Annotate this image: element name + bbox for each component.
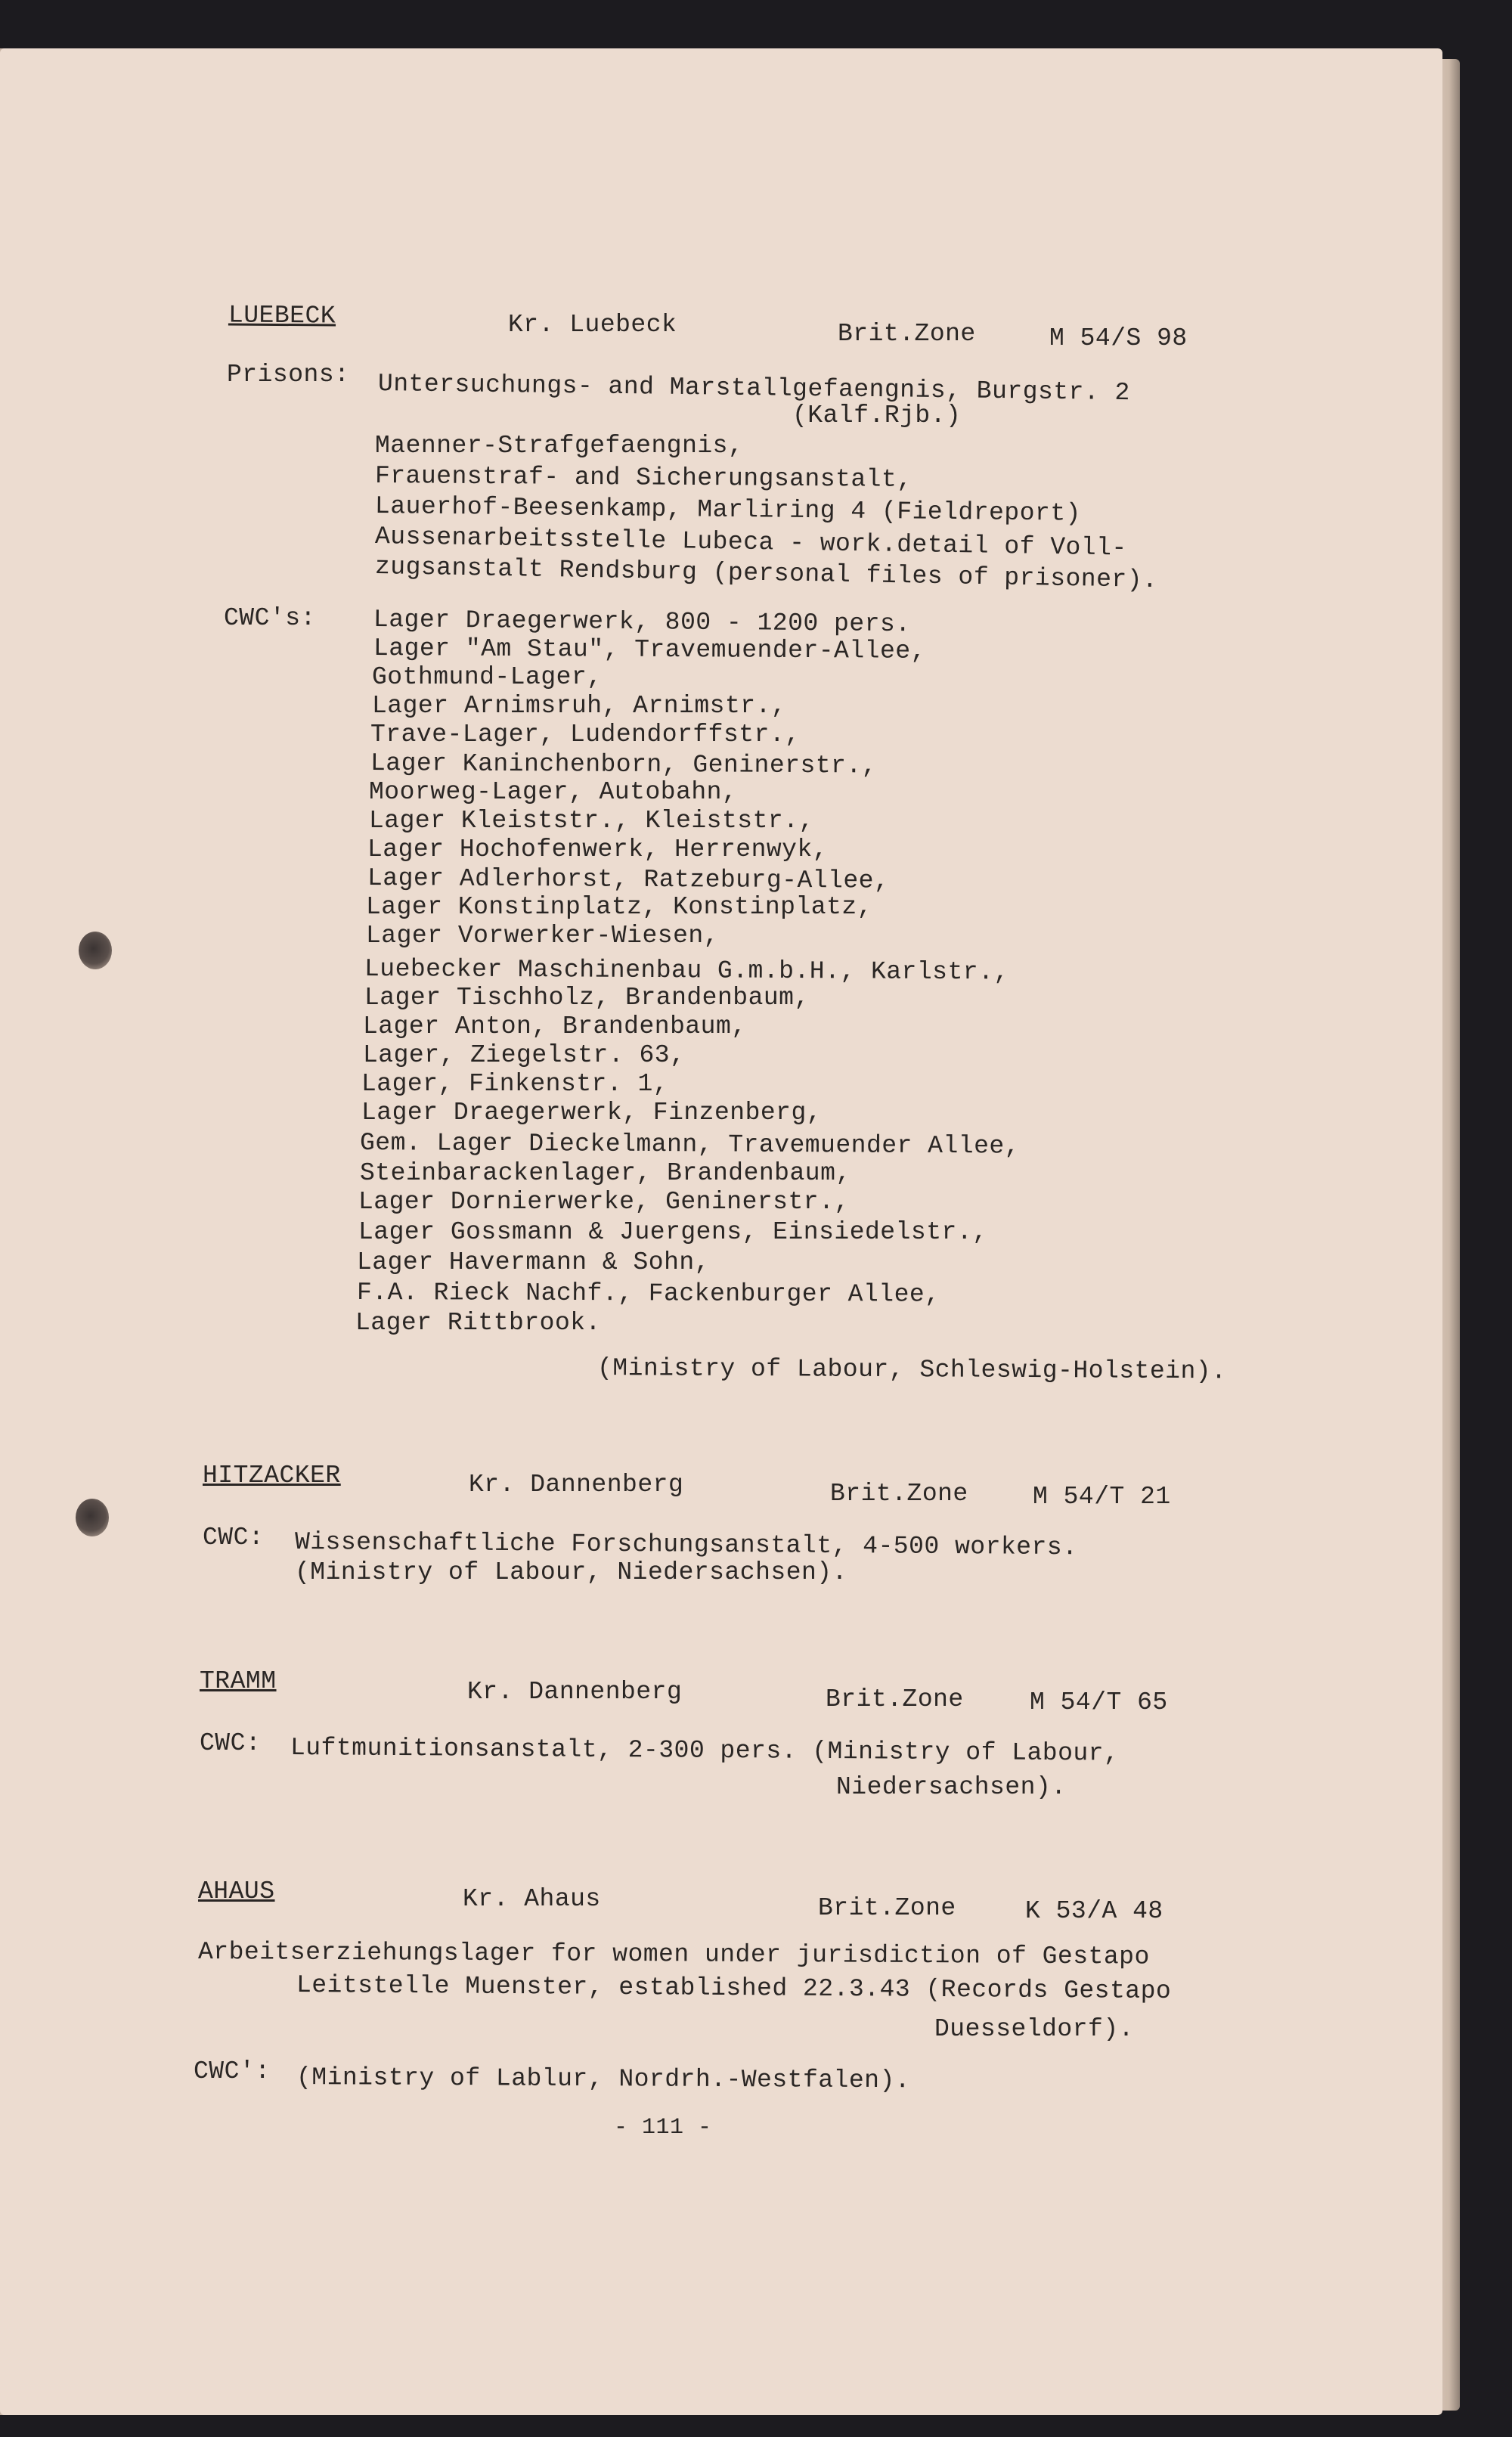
prison-line: Aussenarbeitsstelle Lubeca - work.detail of Voll- [374, 522, 1128, 563]
prison-line: Maenner-Strafgefaengnis, [375, 432, 744, 460]
district-tramm: Kr. Dannenberg [467, 1678, 683, 1706]
district-ahaus: Kr. Ahaus [463, 1885, 601, 1913]
camp-line: Lager Kleiststr., Kleiststr., [369, 807, 814, 835]
place-heading-tramm: TRAMM [200, 1667, 277, 1695]
camp-line: Lager Dornierwerke, Geninerstr., [358, 1188, 850, 1216]
district-luebeck: Kr. Luebeck [508, 311, 677, 339]
zone-ahaus: Brit.Zone [818, 1894, 956, 1922]
page-number: - 111 - [614, 2115, 712, 2141]
camp-line: Lager Arnimsruh, Arnimstr., [372, 692, 787, 720]
camp-line: Arbeitserziehungslager for women under jurisdiction of Gestapo [197, 1938, 1150, 1971]
camp-line: Lager Rittbrook. [355, 1309, 601, 1337]
camp-line: Gem. Lager Dieckelmann, Travemuender Allee, [359, 1129, 1021, 1161]
source-tramm: Niedersachsen). [836, 1773, 1067, 1801]
cwc-label-hitzacker: CWC: [203, 1524, 265, 1552]
grid-hitzacker: M 54/T 21 [1033, 1483, 1171, 1511]
camp-line: Moorweg-Lager, Autobahn, [369, 778, 738, 806]
camp-line: Gothmund-Lager, [372, 663, 603, 691]
camp-line: Steinbarackenlager, Brandenbaum, [360, 1159, 851, 1187]
camp-line: Lager Tischholz, Brandenbaum, [364, 984, 810, 1012]
grid-tramm: M 54/T 65 [1030, 1688, 1168, 1716]
camp-line: Lager Konstinplatz, Konstinplatz, [366, 893, 873, 921]
source-hitzacker: (Ministry of Labour, Niedersachsen). [295, 1558, 847, 1586]
camp-line: Lager Draegerwerk, 800 - 1200 pers. [373, 606, 911, 639]
camp-line: Lager Draegerwerk, Finzenberg, [361, 1099, 823, 1127]
place-heading-hitzacker: HITZACKER [203, 1462, 341, 1490]
prison-line: zugsanstalt Rendsburg (personal files of prisoner). [374, 553, 1158, 595]
zone-luebeck: Brit.Zone [838, 320, 976, 348]
camp-line: Leitstelle Muenster, established 22.3.43 (Records Gestapo [296, 1971, 1172, 2006]
prison-line: (Kalf.Rjb.) [792, 402, 962, 429]
camp-line: Lager, Ziegelstr. 63, [363, 1041, 686, 1069]
camp-line: Lager Adlerhorst, Ratzeburg-Allee, [367, 864, 890, 895]
cwc-label-luebeck: CWC's: [224, 604, 316, 632]
cwc-label-ahaus: CWC': [194, 2057, 271, 2085]
camp-line: Luftmunitionsanstalt, 2-300 pers. (Ministry of Labour, [290, 1734, 1120, 1768]
source-ahaus: (Ministry of Lablur, Nordrh.-Westfalen). [296, 2063, 911, 2095]
camp-line: Lager Havermann & Sohn, [357, 1248, 710, 1276]
zone-tramm: Brit.Zone [826, 1685, 964, 1713]
camp-line: Trave-Lager, Ludendorffstr., [370, 721, 801, 749]
camp-line: Lager Vorwerker-Wiesen, [366, 922, 719, 950]
place-heading-ahaus: AHAUS [198, 1877, 275, 1905]
camp-line: Lager Anton, Brandenbaum, [363, 1012, 747, 1040]
camp-line: Lager Hochofenwerk, Herrenwyk, [367, 836, 829, 863]
zone-hitzacker: Brit.Zone [830, 1480, 968, 1508]
prisons-label: Prisons: [227, 361, 350, 389]
prison-line: Lauerhof-Beesenkamp, Marliring 4 (Fieldreport) [374, 492, 1082, 528]
camp-line: Duesseldorf). [934, 2015, 1134, 2043]
district-hitzacker: Kr. Dannenberg [469, 1471, 684, 1499]
prison-line: Frauenstraf- and Sicherungsanstalt, [374, 462, 912, 494]
prison-line: Untersuchungs- and Marstallgefaengnis, Burgstr. 2 [377, 370, 1131, 408]
camp-line: Lager, Finkenstr. 1, [361, 1070, 669, 1098]
source-luebeck: (Ministry of Labour, Schleswig-Holstein). [596, 1354, 1227, 1386]
camp-line: Lager Kaninchenborn, Geninerstr., [370, 749, 878, 780]
camp-line: Lager "Am Stau", Travemuender-Allee, [373, 634, 927, 665]
camp-line: Wissenschaftliche Forschungsanstalt, 4-500 workers. [294, 1528, 1078, 1562]
cwc-label-tramm: CWC: [200, 1729, 262, 1757]
grid-ahaus: K 53/A 48 [1025, 1897, 1163, 1925]
camp-line: Lager Gossmann & Juergens, Einsiedelstr., [358, 1218, 988, 1246]
grid-luebeck: M 54/S 98 [1049, 324, 1188, 352]
camp-line: F.A. Rieck Nachf., Fackenburger Allee, [356, 1279, 940, 1309]
camp-line: Luebecker Maschinenbau G.m.b.H., Karlstr., [364, 955, 1009, 987]
place-heading-luebeck: LUEBECK [228, 301, 336, 330]
